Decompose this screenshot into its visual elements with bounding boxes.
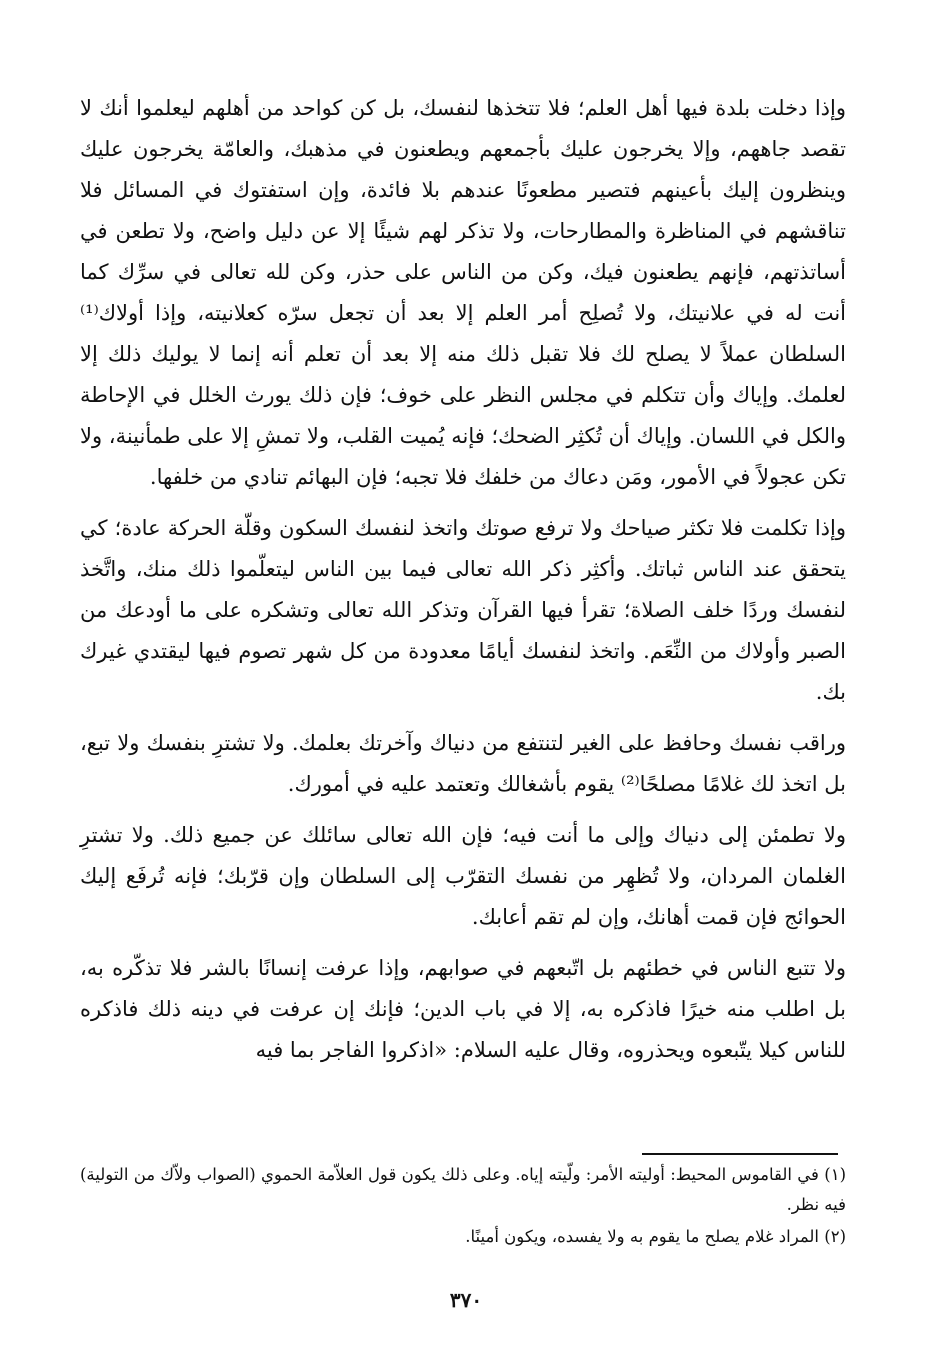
footnote-divider <box>642 1153 838 1155</box>
main-text <box>80 88 846 1071</box>
paragraph-3: وراقب نفسك وحافظ على الغير لتنتفع من دنياك وآخرتك بعلمك. ولا تشترِ بنفسك ولا تبع، بل اتخذ لك غلامًا مصلحًا⁽²⁾ يقوم بأشغالك وتعتمد عليه في أمورك. <box>80 731 846 796</box>
footnotes <box>80 1160 846 1252</box>
footnote-1: (١) في القاموس المحيط: أوليته الأمر: ولّيته إياه. وعلى ذلك يكون قول العلاّمة الحموي (الصواب ولاّك من التولية) فيه نظر. <box>80 1165 846 1214</box>
paragraph-2: وإذا تكلمت فلا تكثر صياحك ولا ترفع صوتك واتخذ لنفسك السكون وقلّة الحركة عادة؛ كي يتحقق عند الناس ثباتك. وأكثِر ذكر الله تعالى فيما بين الناس ليتعلّموا ذلك منك، واتَّخذ لنفسك وردًا خلف الصلاة؛ تقرأ فيها القرآن وتذكر الله تعالى وتشكره على ما أودعك من الصبر وأولاك من النِّعَم. واتخذ لنفسك أيامًا معدودة من كل شهر تصوم فيها ليقتدي غيرك بك. <box>80 516 846 704</box>
footnote-2: (٢) المراد غلام يصلح ما يقوم به ولا يفسده، ويكون أمينًا. <box>465 1227 846 1246</box>
paragraph-1: وإذا دخلت بلدة فيها أهل العلم؛ فلا تتخذها لنفسك، بل كن كواحد من أهلهم ليعلموا أنك لا تقصد جاههم، وإلا يخرجون عليك بأجمعهم ويطعنون في مذهبك، والعامّة يخرجون عليك وينظرون إليك بأعينهم فتصير مطعونًا عندهم بلا فائدة، وإن استفتوك في المسائل فلا تناقشهم في المناظرة والمطارحات، ولا تذكر لهم شيئًا إلا عن دليل واضح، ولا تطعن في أساتذتهم، فإنهم يطعنون فيك، وكن من الناس على حذر، وكن لله تعالى في سرِّك كما أنت له في علانيتك، ولا تُصلِح أمر العلم إلا بعد أن تجعل سرّه كعلانيته، وإذا أولاك⁽¹⁾ السلطان عملاً لا يصلح لك فلا تقبل ذلك منه إلا بعد أن تعلم أنه إنما لا يوليك ذلك إلا لعلمك. وإياك وأن تتكلم في مجلس النظر على خوف؛ فإن ذلك يورث الخلل في الإحاطة والكل في اللسان. وإياك أن تُكثِر الضحك؛ فإنه يُميت القلب، ولا تمشِ إلا على طمأنينة، ولا تكن عجولاً في الأمور، ومَن دعاك من خلفك فلا تجبه؛ فإن البهائم تنادي من خلفها. <box>80 96 846 489</box>
paragraph-4: ولا تطمئن إلى دنياك وإلى ما أنت فيه؛ فإن الله تعالى سائلك عن جميع ذلك. ولا تشترِ الغلمان المردان، ولا تُظهِر من نفسك التقرّب إلى السلطان وإن قرّبك؛ فإنه تُرفَع إليك الحوائج فإن قمت أهانك، وإن لم تقم أعابك. <box>80 823 846 929</box>
page-number: ٣٧٠ <box>449 1288 483 1312</box>
paragraph-5: ولا تتبع الناس في خطئهم بل اتّبعهم في صوابهم، وإذا عرفت إنسانًا بالشر فلا تذكّره به، بل اطلب منه خيرًا فاذكره به، إلا في باب الدين؛ فإنك إن عرفت في دينه ذلك فاذكره للناس كيلا يتّبعوه ويحذروه، وقال عليه السلام: «اذكروا الفاجر بما فيه <box>80 956 846 1062</box>
